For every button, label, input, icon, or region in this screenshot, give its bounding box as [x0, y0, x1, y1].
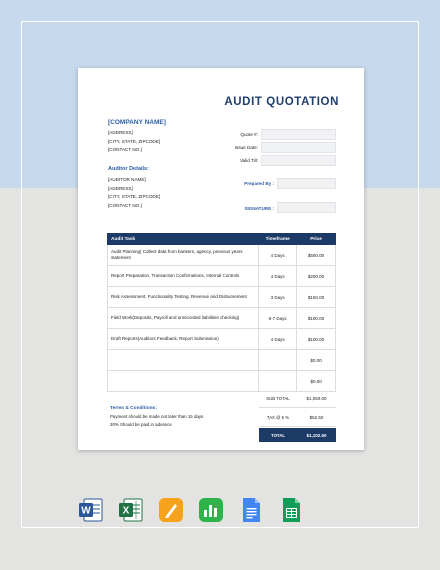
svg-text:W: W	[81, 505, 91, 517]
google-sheets-icon[interactable]	[278, 497, 304, 523]
task-cell	[108, 371, 259, 392]
auditor-name-line: [AUDITOR NAME]	[108, 177, 146, 182]
valid-till-field[interactable]	[261, 155, 336, 166]
task-cell: Draft Reports(Auditors Feedback, Report Submission)	[108, 329, 259, 350]
company-name: [COMPANY NAME]	[108, 119, 166, 126]
timeframe-cell: 4 Days	[259, 329, 297, 350]
column-header-task: Audit Task	[108, 234, 259, 245]
auditor-heading: Auditor Details:	[108, 166, 149, 172]
tax-row	[259, 409, 336, 427]
total-value: $1,102.50	[306, 432, 327, 438]
quote-field[interactable]	[261, 129, 336, 140]
table-row	[108, 350, 336, 371]
task-cell: Audit Planning( Collect data from bankers, agency, previous years statement	[108, 245, 259, 266]
quote-label: Quote #:	[240, 132, 258, 137]
timeframe-cell	[259, 350, 297, 371]
signature-label: SIGNATURE :	[244, 206, 274, 211]
table-row	[108, 245, 336, 266]
column-header-price: Price	[297, 234, 336, 245]
table-row	[108, 308, 336, 329]
table-row	[108, 329, 336, 350]
tax-label: TAX @ 5 %	[266, 415, 290, 420]
prepared-by-field[interactable]	[277, 178, 336, 189]
table-row	[108, 371, 336, 392]
company-address	[108, 129, 160, 155]
subtotal-value: $1,050.00	[306, 396, 327, 401]
price-cell: $0.00	[297, 371, 336, 392]
company-city-line: [CITY, STATE, ZIPCODE]	[108, 138, 161, 144]
timeframe-cell: 5-7 Days	[259, 308, 297, 329]
subtotal-label: SUB TOTAL	[266, 396, 290, 401]
issue-date-label: Issue Date:	[234, 145, 258, 150]
table-row	[108, 266, 336, 287]
prepared-by-label: Prepared By :	[244, 181, 274, 186]
google-docs-icon[interactable]	[238, 497, 264, 523]
pages-icon[interactable]	[158, 497, 184, 523]
column-header-timeframe: Timeframe	[259, 234, 297, 245]
word-icon[interactable]	[78, 497, 104, 523]
document-title: AUDIT QUOTATION	[224, 96, 339, 108]
auditor-contact-line: [CONTACT NO.]	[108, 202, 142, 208]
timeframe-cell: 4 Days	[259, 266, 297, 287]
auditor-city-line: [CITY, STATE, ZIPCODE]	[108, 194, 161, 200]
task-cell: Field Work(Deposits, Payroll and unrecorded liabilities checking)	[108, 308, 259, 329]
total-label: TOTAL	[271, 432, 285, 438]
timeframe-cell: 3 Days	[259, 287, 297, 308]
price-cell: $200.00	[297, 266, 336, 287]
price-cell: $150.00	[297, 287, 336, 308]
valid-till-label: Valid Till:	[239, 158, 258, 163]
auditor-address-line: [ADDRESS]	[108, 185, 133, 191]
timeframe-cell	[259, 371, 297, 392]
table-row	[108, 287, 336, 308]
excel-icon[interactable]	[118, 497, 144, 523]
table-header-row	[108, 234, 336, 245]
terms-line: Payment should be made not later than 15 days.	[110, 414, 205, 419]
task-cell: Risk Assessment, Functionality Testing, Revenue and Disbursement	[108, 287, 259, 308]
price-cell: $100.00	[297, 329, 336, 350]
audit-task-table	[107, 233, 336, 392]
company-contact-line: [CONTACT NO.]	[108, 147, 142, 153]
app-icons-row	[78, 497, 318, 523]
task-cell	[108, 350, 259, 371]
price-cell: $100.00	[297, 308, 336, 329]
quotation-document	[78, 68, 364, 450]
subtotal-row	[259, 390, 336, 408]
total-row	[259, 428, 336, 442]
company-address-line: [ADDRESS]	[108, 130, 133, 135]
tax-value: $52.50	[309, 415, 324, 420]
price-cell: $0.00	[297, 350, 336, 371]
issue-date-field[interactable]	[261, 142, 336, 153]
task-cell: Report Preparation, Transaction Confirmations, Internal Controls	[108, 266, 259, 287]
numbers-icon[interactable]	[198, 497, 224, 523]
terms-heading: Terms & Conditions:	[110, 406, 157, 411]
price-cell: $500.00	[297, 245, 336, 266]
auditor-details	[108, 176, 160, 210]
svg-text:X: X	[122, 505, 130, 517]
signature-field[interactable]	[277, 202, 336, 213]
timeframe-cell: 4 Days	[259, 245, 297, 266]
terms-line: 30% Should be paid in advance	[110, 422, 172, 427]
